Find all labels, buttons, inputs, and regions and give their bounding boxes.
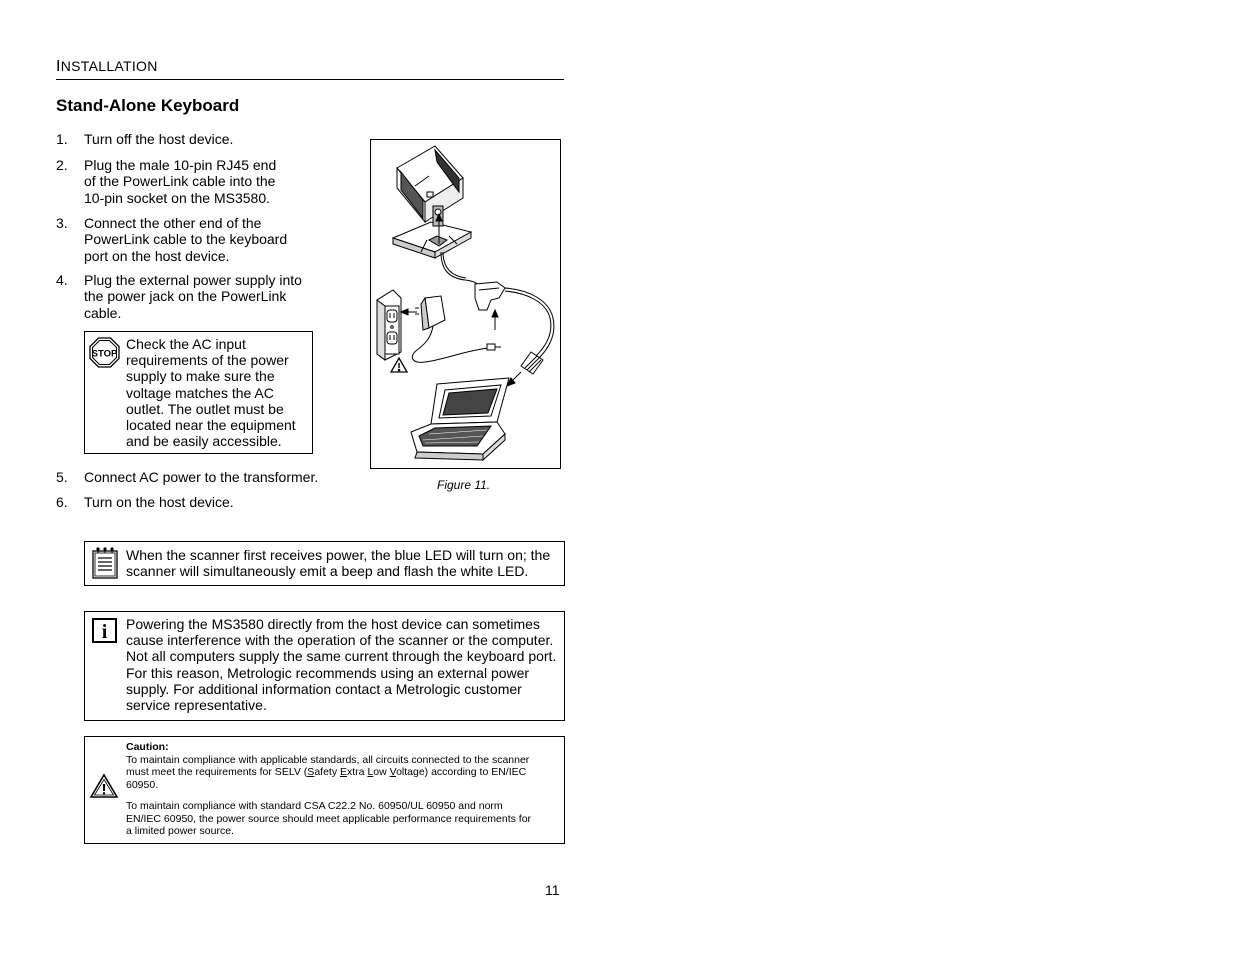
cable-splitter-icon [475, 282, 505, 310]
caution-line: To maintain compliance with applicable standards, all circuits connected to the scanner [126, 753, 530, 766]
step-line: Turn off the host device. [84, 131, 234, 147]
note-line: supply to make sure the [126, 368, 275, 385]
note-line: For this reason, Metrologic recommends using an external power [126, 664, 530, 681]
note-line: cause interference with the operation of the scanner or the computer. [126, 632, 554, 649]
caution-text: xtra [347, 766, 368, 778]
step-line: the power jack on the PowerLink [84, 288, 287, 305]
caution-note [84, 736, 565, 844]
note-line: outlet. The outlet must be [126, 400, 284, 417]
caution-underlined-letter: E [340, 766, 348, 778]
section-header-initial: I [56, 58, 61, 75]
note-line: Not all computers supply the same current through the keyboard port. [126, 648, 557, 665]
note-line: When the scanner first receives power, the blue LED will turn on; the [126, 547, 551, 563]
page-title: Stand-Alone Keyboard [56, 96, 240, 115]
note-line: supply. For additional information contact a Metrologic customer [126, 680, 522, 697]
note-line: Powering the MS3580 directly from the host device can sometimes [126, 616, 540, 632]
step-line: of the PowerLink cable into the [84, 173, 276, 190]
section-header-rest: NSTALLATION [60, 58, 158, 74]
caution-line: To maintain compliance with standard CSA C22.2 No. 60950/UL 60950 and norm [126, 800, 503, 812]
caution-line: a limited power source. [126, 825, 234, 837]
caution-triangle-icon [89, 773, 119, 799]
figure-11-frame [370, 139, 561, 469]
caution-text: afety [314, 766, 340, 778]
caution-line: 60950. [126, 778, 159, 791]
wall-outlet-icon [377, 290, 401, 360]
step-line: port on the host device. [84, 247, 230, 264]
step-number: 5. [56, 469, 68, 485]
step-line: Turn on the host device. [84, 494, 234, 510]
step-line: 10-pin socket on the MS3580. [84, 189, 271, 206]
notepad-icon [91, 546, 119, 580]
step-number: 2. [56, 157, 68, 173]
step-number: 1. [56, 131, 68, 147]
section-header [56, 58, 564, 80]
caution-text: ow [373, 766, 390, 778]
step-line: Connect AC power to the transformer. [84, 469, 319, 485]
note-line: and be easily accessible. [126, 433, 282, 450]
info-note [84, 611, 565, 721]
note-line: located near the equipment [126, 417, 296, 434]
scanner-icon [397, 146, 463, 222]
caution-heading: Caution: [126, 741, 169, 753]
step-number: 3. [56, 215, 68, 231]
step-line: Plug the external power supply into [84, 272, 302, 288]
step-number: 4. [56, 272, 68, 288]
caution-line: EN/IEC 60950, the power source should meet applicable performance requirements for [126, 812, 532, 825]
caution-text: must meet the requirements for SELV ( [126, 766, 308, 778]
warning-triangle-icon [391, 358, 407, 372]
rj45-connector-icon [521, 352, 543, 374]
step-line: cable. [84, 304, 122, 321]
caution-underlined-letter: V [389, 766, 397, 778]
note-line: requirements of the power [126, 352, 289, 369]
note-line: scanner will simultaneously emit a beep and flash the white LED. [126, 563, 529, 580]
caution-text: oltage) according to EN/IEC [396, 766, 527, 778]
note-line: Check the AC input [126, 336, 246, 352]
note-line: service representative. [126, 697, 267, 714]
led-note [84, 541, 565, 586]
step-line: PowerLink cable to the keyboard [84, 231, 288, 248]
caution-underlined-letter: L [367, 766, 374, 778]
info-icon [92, 618, 117, 643]
info-icon-letter: i [101, 621, 108, 643]
step-line: Plug the male 10-pin RJ45 end [84, 157, 277, 173]
stop-sign-label: STOP [91, 348, 118, 360]
laptop-computer-icon [411, 378, 509, 460]
figure-caption: Figure 11. [437, 478, 491, 492]
page-number: 11 [545, 882, 560, 898]
step-number: 6. [56, 494, 68, 510]
caution-line [126, 766, 562, 779]
note-line: voltage matches the AC [126, 384, 274, 401]
stop-sign-icon [89, 337, 120, 368]
step-line: Connect the other end of the [84, 215, 262, 231]
stop-note [84, 331, 313, 454]
installation-illustration [371, 140, 560, 468]
caution-underlined-letter: S [307, 766, 315, 778]
